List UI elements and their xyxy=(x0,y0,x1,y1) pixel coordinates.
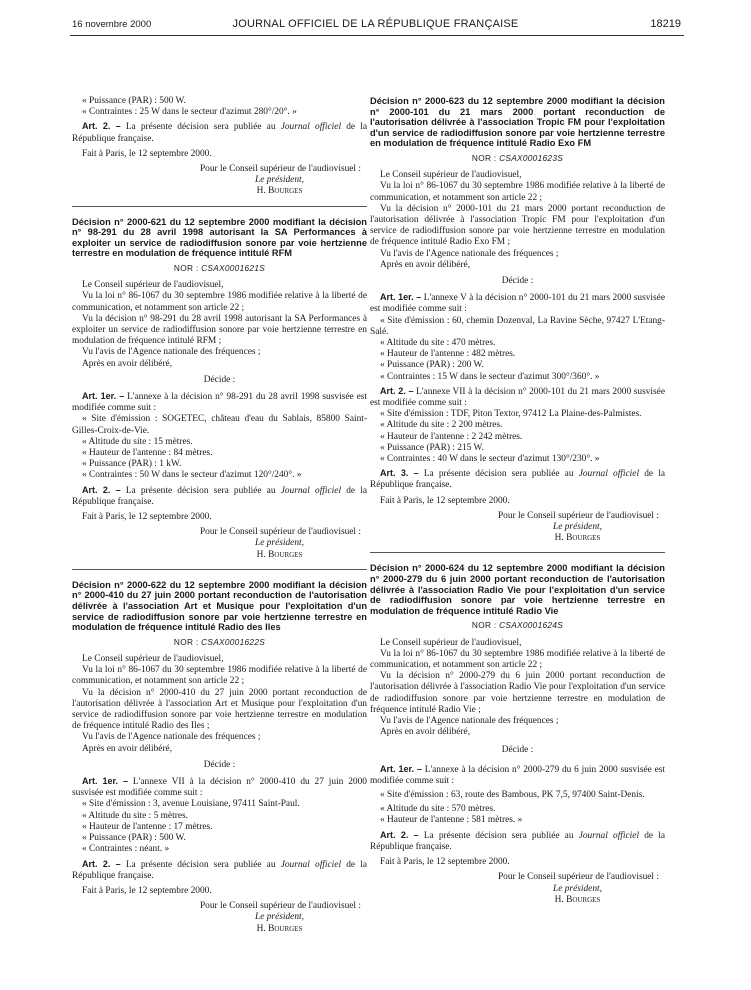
paragraph: Vu la loi n° 86-1067 du 30 septembre 1986 modifiée relative à la liberté de communication, et notamment son article 22 ; xyxy=(370,181,665,203)
header-date: 16 novembre 2000 xyxy=(72,19,152,30)
signature-name: H. Bourges xyxy=(554,894,601,905)
signature-title: Le président, xyxy=(255,175,304,186)
section-divider xyxy=(370,552,665,553)
list-item: « Puissance (PAR) : 500 W. xyxy=(82,96,186,106)
list-item: « Altitude du site : 570 mètres. xyxy=(380,804,496,815)
decision-2000-623 xyxy=(370,96,665,544)
signature-line: Pour le Conseil supérieur de l'audiovisuel : xyxy=(497,872,659,883)
fait-a-paris: Fait à Paris, le 12 septembre 2000. xyxy=(380,857,510,868)
section-divider xyxy=(72,206,367,207)
list-item: « Hauteur de l'antenne : 482 mètres. xyxy=(380,349,516,360)
article: Art. 2. – L'annexe VII à la décision n° 2000-101 du 21 mars 2000 susvisée est modifiée comme suit : xyxy=(370,385,665,409)
article: Art. 2. – La présente décision sera publiée au Journal officiel de la République française. xyxy=(370,829,665,852)
list-item: « Site d'émission : 60, chemin Dozenval, La Ravine Sèche, 97427 L'Etang-Salé. xyxy=(370,315,665,337)
list-item: « Puissance (PAR) : 500 W. xyxy=(82,833,186,844)
signature-name: H. Bourges xyxy=(256,923,303,934)
paragraph: Vu la décision n° 98-291 du 28 avril 1998 autorisant la SA Performances à exploiter un service de radiodiffusion sonore par voie hertzienne terrestre en modulation de fréquence intitulé RFM ; xyxy=(72,313,367,347)
list-item: « Contraintes : 40 W dans le secteur d'azimut 130°/230°. » xyxy=(380,454,600,465)
signature-title: Le président, xyxy=(553,522,602,533)
list-item: « Hauteur de l'antenne : 84 mètres. xyxy=(82,448,213,459)
signature-line: Pour le Conseil supérieur de l'audiovisuel : xyxy=(199,901,361,912)
paragraph: Après en avoir délibéré, xyxy=(82,358,173,369)
article: Art. 2. – La présente décision sera publiée au Journal officiel de la République française. xyxy=(72,484,367,507)
list-item: « Contraintes : 50 W dans le secteur d'azimut 120°/240°. » xyxy=(82,470,302,481)
paragraph: Vu la décision n° 2000-410 du 27 juin 2000 portant reconduction de l'autorisation délivrée à l'association Art et Musique pour l'exploitation d'un service de radiodiffusion sonore par voie hertzienne terrestre en modulation de fréquence intitulé Radio des Iles ; xyxy=(72,687,367,732)
decision-title: Décision n° 2000-623 du 12 septembre 2000 modifiant la décision n° 2000-101 du 21 mars 2000 portant reconduction de l'autorisation délivrée à l'association Tropic FM pour l'exploitation d'un service de radiodiffusion sonore par voie hertzienne terrestre en modulation de fréquence intitulé Radio Exo FM xyxy=(370,96,665,149)
article: Art. 1er. – L'annexe V à la décision n° 2000-101 du 21 mars 2000 susvisée est modifiée comme suit : xyxy=(370,292,666,315)
signature-title: Le président, xyxy=(255,912,304,923)
page-header xyxy=(0,16,751,34)
continued-decision xyxy=(72,96,367,198)
list-item: « Site d'émission : 63, route des Bambous, PK 7,5, 97400 Saint-Denis. xyxy=(380,790,645,801)
nor-reference: NOR : CSAX0001622S xyxy=(173,636,266,647)
list-item: « Contraintes : 15 W dans le secteur d'azimut 300°/360°. » xyxy=(380,371,600,382)
article: Art. 2. – La présente décision sera publiée au Journal officiel de la République française. xyxy=(72,121,367,144)
list-item: « Site d'émission : TDF, Piton Textor, 97412 La Plaine-des-Palmistes. xyxy=(380,409,642,420)
paragraph: Vu la loi n° 86-1067 du 30 septembre 1986 modifiée relative à la liberté de communication, et notamment son article 22 ; xyxy=(72,665,367,687)
paragraph: Le Conseil supérieur de l'audiovisuel, xyxy=(380,637,522,648)
list-item: « Contraintes : néant. » xyxy=(82,844,170,855)
paragraph: Vu l'avis de l'Agence nationale des fréquences ; xyxy=(82,732,261,743)
header-rule xyxy=(70,35,684,36)
decide-heading: Décide : xyxy=(501,276,534,286)
signature-name: H. Bourges xyxy=(256,186,303,197)
list-item: « Contraintes : 25 W dans le secteur d'azimut 280°/20°. » xyxy=(82,107,297,118)
paragraph: Vu la loi n° 86-1067 du 30 septembre 1986 modifiée relative à la liberté de communication, et notamment son article 22 ; xyxy=(72,291,367,313)
fait-a-paris: Fait à Paris, le 12 septembre 2000. xyxy=(82,148,212,159)
paragraph: Le Conseil supérieur de l'audiovisuel, xyxy=(82,280,224,291)
article: Art. 1er. – L'annexe à la décision n° 2000-279 du 6 juin 2000 susvisée est modifiée comme suit : xyxy=(370,763,665,786)
list-item: « Site d'émission : SOGETEC, château d'eau du Sablais, 85800 Saint-Gilles-Croix-de-Vie. xyxy=(72,414,367,436)
list-item: « Hauteur de l'antenne : 2 242 mètres. xyxy=(380,431,523,442)
list-item: « Puissance (PAR) : 1 kW. xyxy=(82,459,182,470)
decide-heading: Décide : xyxy=(203,759,236,770)
paragraph: Après en avoir délibéré, xyxy=(380,727,471,738)
section-divider xyxy=(72,569,367,570)
signature-name: H. Bourges xyxy=(256,549,303,560)
paragraph: Le Conseil supérieur de l'audiovisuel, xyxy=(380,170,522,181)
signature-line: Pour le Conseil supérieur de l'audiovisuel : xyxy=(497,510,659,521)
list-item: « Puissance (PAR) : 200 W. xyxy=(380,360,484,371)
list-item: « Puissance (PAR) : 215 W. xyxy=(380,442,484,453)
signature-title: Le président, xyxy=(255,538,304,549)
paragraph: Le Conseil supérieur de l'audiovisuel, xyxy=(82,654,224,665)
article: Art. 1er. – L'annexe à la décision n° 98-291 du 28 avril 1998 susvisée est modifiée comme suit : xyxy=(72,391,368,414)
article: Art. 3. – La présente décision sera publiée au Journal officiel de la République française. xyxy=(370,468,665,491)
paragraph: Vu l'avis de l'Agence nationale des fréquences ; xyxy=(380,716,559,727)
list-item: « Altitude du site : 5 mètres. xyxy=(82,810,188,821)
header-journal-title: JOURNAL OFFICIEL DE LA RÉPUBLIQUE FRANÇAISE xyxy=(232,18,519,30)
article: Art. 2. – La présente décision sera publiée au Journal officiel de la République française. xyxy=(72,858,367,881)
paragraph: Vu la décision n° 2000-101 du 21 mars 2000 portant reconduction de l'autorisation délivrée à l'association Tropic FM pour l'exploitation d'un service de radiodiffusion sonore par voie hertzienne terrestre en modulation de fréquence intitulé Radio Exo FM ; xyxy=(370,203,665,248)
fait-a-paris: Fait à Paris, le 12 septembre 2000. xyxy=(82,885,212,896)
left-column xyxy=(72,96,367,935)
list-item: « Hauteur de l'antenne : 17 mètres. xyxy=(82,821,213,832)
nor-reference: NOR : CSAX0001623S xyxy=(471,152,564,163)
list-item: « Altitude du site : 2 200 mètres. xyxy=(380,420,503,431)
list-item: « Altitude du site : 470 mètres. xyxy=(380,338,496,349)
decision-title: Décision n° 2000-622 du 12 septembre 2000 modifiant la décision n° 2000-410 du 27 juin 2000 portant reconduction de l'autorisation délivrée à l'association Art et Musique pour l'exploitation d'un service de radiodiffusion sonore par voie hertzienne terrestre en modulation de fréquence intitulé Radio des Iles xyxy=(72,579,367,633)
list-item: « Hauteur de l'antenne : 581 mètres. » xyxy=(380,815,523,826)
paragraph: Vu l'avis de l'Agence nationale des fréquences ; xyxy=(380,248,559,259)
fait-a-paris: Fait à Paris, le 12 septembre 2000. xyxy=(380,495,510,506)
article: Art. 1er. – L'annexe VII à la décision n° 2000-410 du 27 juin 2000 susvisée est modifiée comme suit : xyxy=(72,776,367,799)
decision-title: Décision n° 2000-624 du 12 septembre 2000 modifiant la décision n° 2000-279 du 6 juin 2000 portant reconduction de l'autorisation délivrée à l'association Radio Vie pour l'exploitation d'un service de radiodiffusion sonore par voie hertzienne terrestre en modulation de fréquence intitulé Radio Vie xyxy=(370,563,665,616)
signature-name: H. Bourges xyxy=(554,533,601,544)
decision-2000-624 xyxy=(370,563,665,905)
paragraph: Après en avoir délibéré, xyxy=(82,743,173,754)
decision-2000-622 xyxy=(72,580,367,935)
nor-reference: NOR : CSAX0001624S xyxy=(471,620,564,631)
nor-reference: NOR : CSAX0001621S xyxy=(173,263,266,273)
decision-2000-621 xyxy=(72,217,367,561)
signature-line: Pour le Conseil supérieur de l'audiovisuel : xyxy=(199,164,361,175)
right-column xyxy=(370,96,665,906)
decide-heading: Décide : xyxy=(203,374,236,385)
signature-title: Le président, xyxy=(553,883,602,894)
signature-line: Pour le Conseil supérieur de l'audiovisuel : xyxy=(199,527,361,538)
list-item: « Site d'émission : 3, avenue Louisiane, 97411 Saint-Paul. xyxy=(82,799,300,810)
paragraph: Vu la décision n° 2000-279 du 6 juin 2000 portant reconduction de l'autorisation délivrée à l'association Radio Vie pour l'exploitation d'un service de radiodiffusion sonore par voie hertzienne terrestre en modulation de fréquence intitulé Radio Vie ; xyxy=(370,671,665,715)
decide-heading: Décide : xyxy=(501,745,534,756)
decision-title: Décision n° 2000-621 du 12 septembre 2000 modifiant la décision n° 98-291 du 28 avril 1998 autorisant la SA Performances à exploiter un service de radiodiffusion sonore par voie hertzienne terrestre en modulation de fréquence intitulé RFM xyxy=(72,216,367,259)
paragraph: Après en avoir délibéré, xyxy=(380,259,471,270)
fait-a-paris: Fait à Paris, le 12 septembre 2000. xyxy=(82,512,212,523)
list-item: « Altitude du site : 15 mètres. xyxy=(82,436,193,447)
paragraph: Vu la loi n° 86-1067 du 30 septembre 1986 modifiée relative à la liberté de communication, et notamment son article 22 ; xyxy=(370,648,665,671)
header-page-number: 18219 xyxy=(650,18,681,30)
paragraph: Vu l'avis de l'Agence nationale des fréquences ; xyxy=(82,347,261,358)
